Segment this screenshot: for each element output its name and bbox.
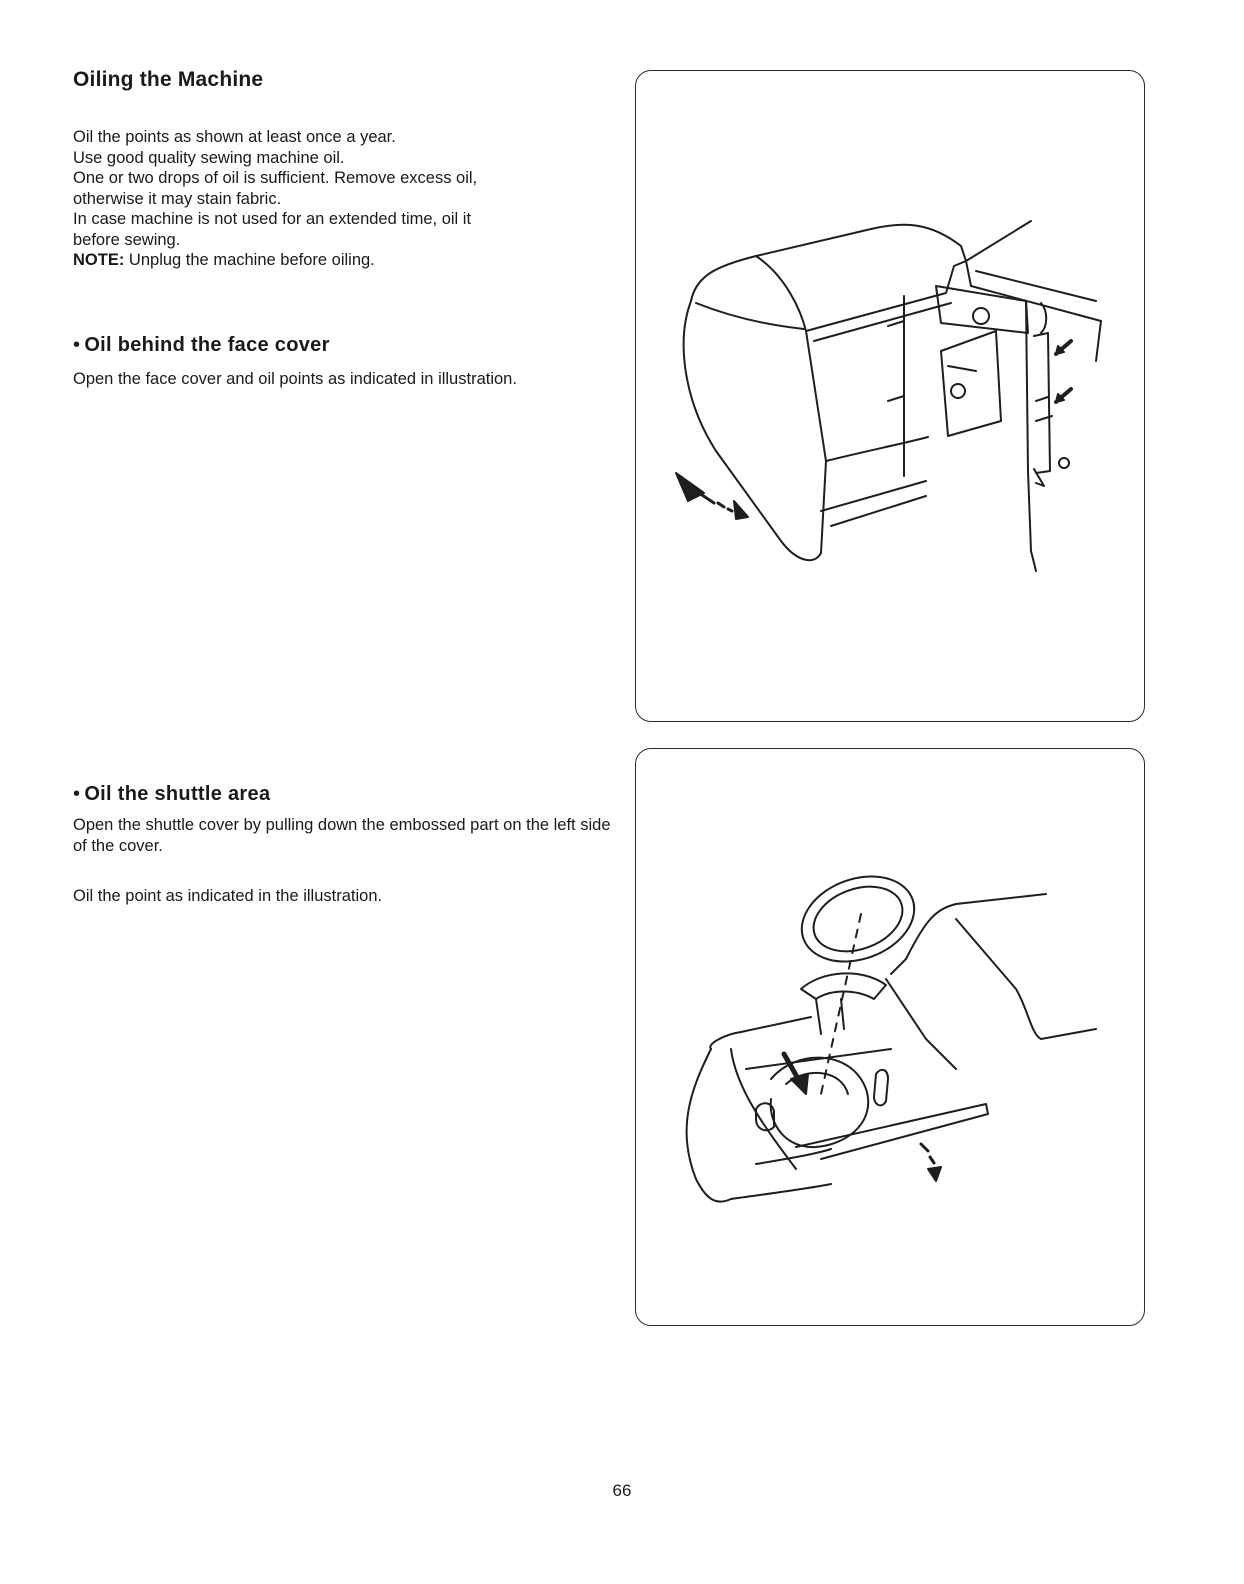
- shuttle-cover-instructions: Open the shuttle cover by pulling down the embossed part on the left side of the cover.: [73, 816, 611, 855]
- face-cover-heading: [73, 334, 330, 357]
- intro-line: Oil the points as shown at least once a year.: [73, 128, 396, 146]
- intro-line: otherwise it may stain fabric.: [73, 189, 282, 208]
- face-cover-heading-text: Oil behind the face cover: [84, 334, 330, 356]
- face-cover-drawing: [636, 71, 1146, 723]
- face-cover-illustration: [635, 70, 1145, 722]
- intro-line: In case machine is not used for an extended time, oil it: [73, 210, 472, 228]
- shuttle-area-illustration: [635, 748, 1145, 1326]
- shuttle-area-heading: [73, 783, 270, 806]
- shuttle-area-heading-text: Oil the shuttle area: [84, 783, 271, 805]
- page-title: Oiling the Machine: [73, 68, 264, 91]
- bullet-icon: •: [73, 334, 81, 356]
- note-text: Unplug the machine before oiling.: [124, 251, 375, 269]
- intro-paragraph: [73, 127, 618, 271]
- intro-line: Use good quality sewing machine oil.: [73, 148, 345, 167]
- face-cover-instructions: Open the face cover and oil points as indicated in illustration.: [73, 370, 517, 388]
- note-line: [73, 250, 618, 271]
- bullet-icon: •: [73, 783, 81, 805]
- shuttle-oil-instructions: Oil the point as indicated in the illustration.: [73, 887, 383, 905]
- page-number: 66: [612, 1481, 632, 1500]
- note-label: NOTE:: [73, 251, 125, 269]
- intro-line: One or two drops of oil is sufficient. Remove excess oil,: [73, 169, 478, 187]
- shuttle-area-drawing: [636, 749, 1146, 1327]
- intro-line: before sewing.: [73, 230, 181, 249]
